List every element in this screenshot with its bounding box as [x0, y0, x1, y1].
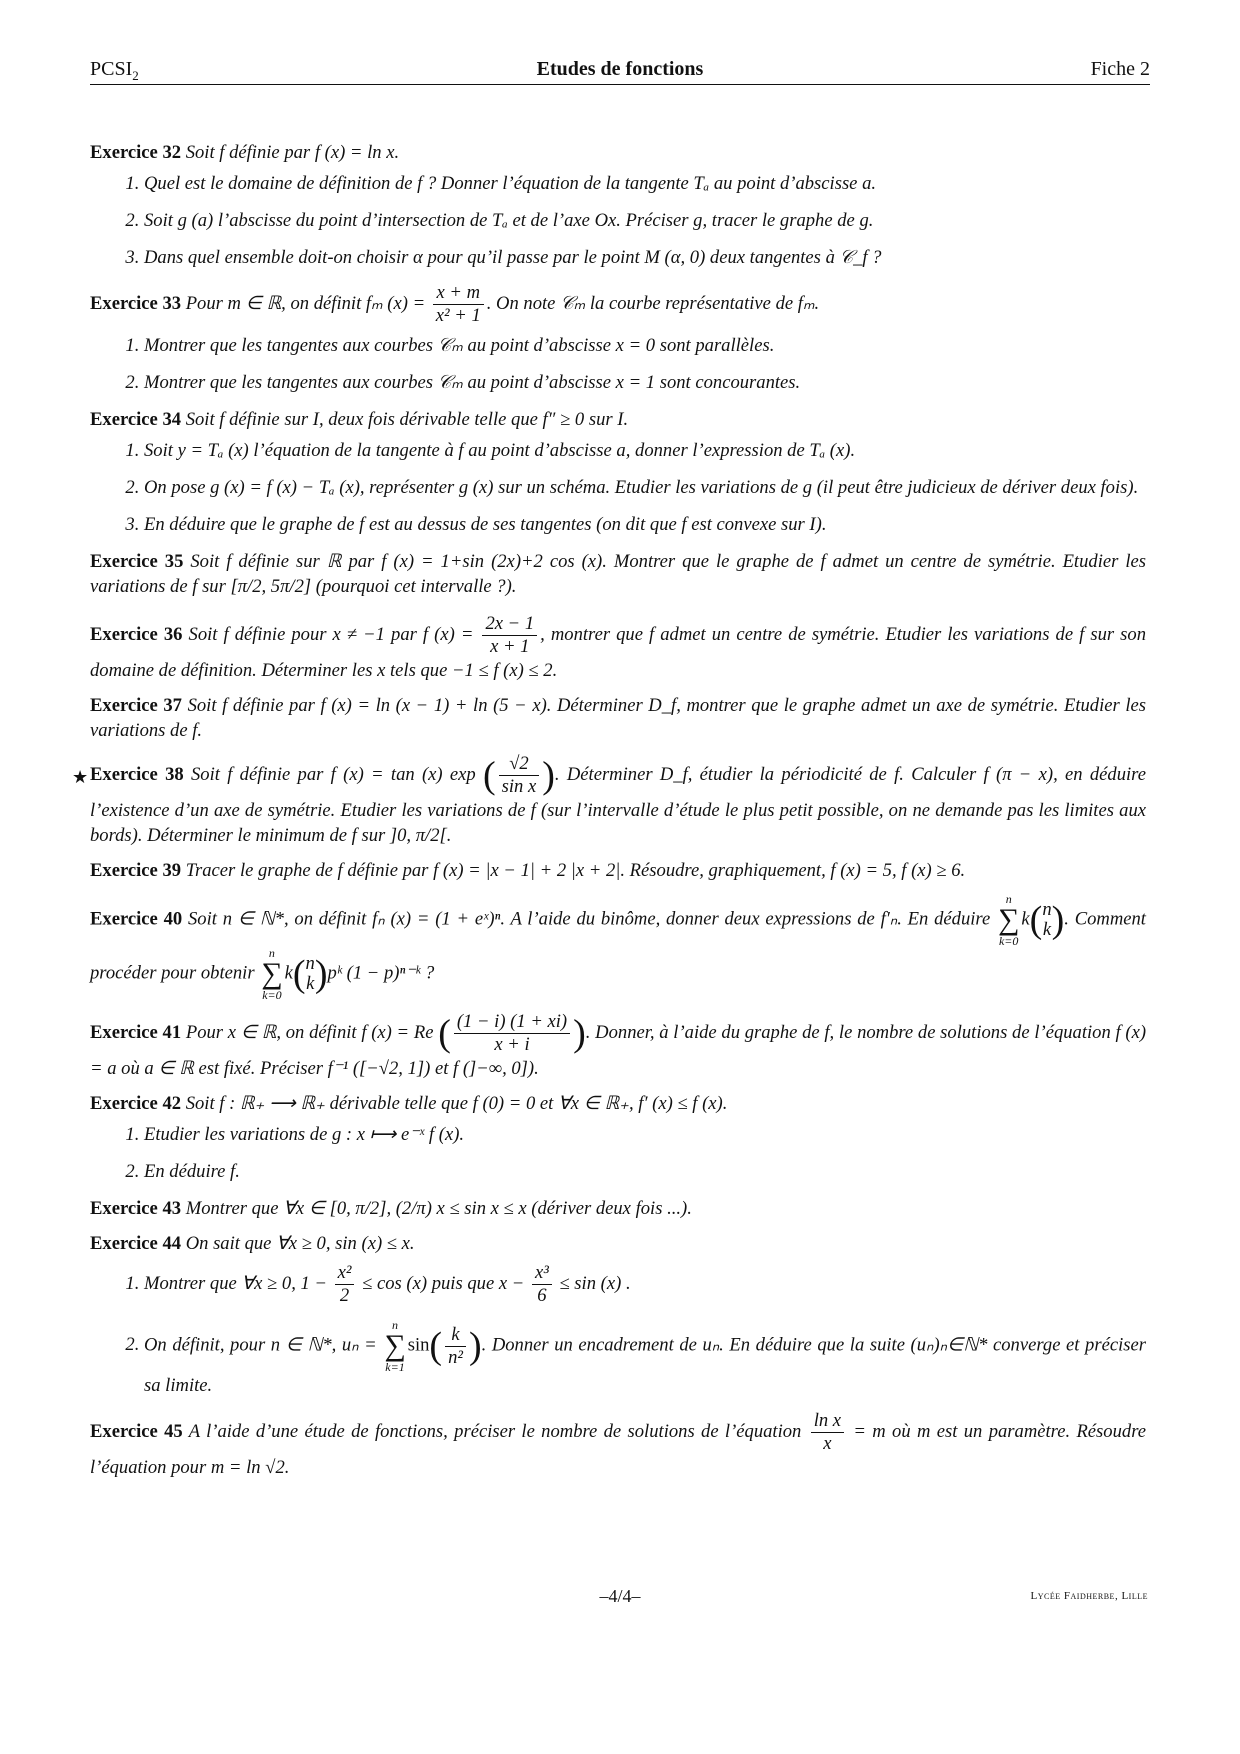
exercise-41: Exercice 41 Pour x ∈ ℝ, on définit f (x) = Re ( $\frac{(1 - i) (1 + xi)}{x + i}$ ). Donner, à l’aide du graphe de f, le nombre de solutions de l’équation f (x) = a où a ∈ ℝ est fixé. Préciser f⁻¹ ([−√2, 1]) et f (]−∞, 0]).	[90, 1011, 1147, 1079]
fraction: $\frac{√2}{\text{sin x}}$	[499, 753, 540, 798]
list-item: 2. Montrer que les tangentes aux courbes 𝒞ₘ au point d’abscisse x = 1 sont concourantes.	[144, 370, 1146, 395]
list-item: 1. Soit y = Tₐ (x) l’équation de la tangente à f au point d’abscisse a, donner l’expression de Tₐ (x).	[144, 438, 1146, 463]
exercise-38: Exercice 38 Soit f définie par f (x) = tan (x) exp ( $\frac{√2}{\text{sin x}}$ ). Déterminer D_f, étudier la périodicité de f. Calculer f (π − x), en déduire l’existence d’un axe de symétrie. Etudier les variations de f (sur l’intervalle d’étude le plus petit possible, on ne demande pas les limites aux bords). Déterminer le minimum de f sur ]0, π/2[.	[90, 753, 1146, 846]
exercise-44-items	[90, 1262, 1146, 1398]
fraction: $\frac{x + m}{\text{x² + 1}}$	[433, 282, 484, 327]
sum-symbol: n ∑ k=0	[998, 892, 1020, 948]
exercise-34-items	[90, 438, 1146, 537]
list-item: 2. En déduire f.	[144, 1159, 1146, 1184]
exercise-36: Exercice 36 Soit f définie pour x ≠ −1 par f (x) = $\frac{2x - 1}{x + 1}$ , montrer que f admet un centre de symétrie. Etudier les variations de f sur son domaine de définition. Déterminer les x tels que −1 ≤ f (x) ≤ 2.	[90, 613, 1147, 681]
page-header	[90, 58, 1150, 85]
exercise-32-items	[90, 171, 1146, 270]
exercise-34: Exercice 34 Soit f définie sur I, deux fois dérivable telle que f″ ≥ 0 sur I.	[90, 409, 629, 430]
list-item: 1. Montrer que ∀x ≥ 0, 1 − $\frac{\text{x²}}{2}$ ≤ cos (x) puis que x − $\frac{\text{x³}}{6}$ ≤ sin (x) .	[144, 1262, 1146, 1307]
page-title: Etudes de fonctions	[536, 58, 704, 80]
exercise-list	[72, 140, 1147, 1486]
binomial: n k	[305, 953, 315, 994]
exercise-42-items	[90, 1122, 1146, 1184]
list-item: 3. En déduire que le graphe de f est au dessus de ses tangentes (on dit que f est convexe sur I).	[144, 512, 1146, 537]
exercise-35: Exercice 35 Soit f définie sur ℝ par f (x) = 1+sin (2x)+2 cos (x). Montrer que le graphe de f admet un centre de symétrie. Etudier les variations de f sur [π/2, 5π/2] (pourquoi cet intervalle ?).	[90, 551, 1146, 597]
class-label: $PCSI_2$	[90, 58, 139, 83]
exercise-38-wrap	[72, 753, 1146, 848]
exercise-45: Exercice 45 A l’aide d’une étude de fonctions, préciser le nombre de solutions de l’équation $\frac{\text{ln x}}{x}$ = m où m est un paramètre. Résoudre l’équation pour m = ln √2.	[90, 1410, 1146, 1478]
list-item: 2. On pose g (x) = f (x) − Tₐ (x), représenter g (x) sur un schéma. Etudier les variations de g (il peut être judicieux de dériver deux fois).	[144, 475, 1146, 500]
school-name: Lycée Faidherbe, Lille	[1030, 1590, 1148, 1602]
fraction: $\frac{(1 - i) (1 + xi)}{x + i}$	[454, 1011, 570, 1056]
exercise-39: Exercice 39 Tracer le graphe de f définie par f (x) = |x − 1| + 2 |x + 2|. Résoudre, graphiquement, f (x) = 5, f (x) ≥ 6.	[90, 860, 966, 881]
fraction: $\frac{2x - 1}{x + 1}$	[482, 613, 537, 658]
exercise-33-items	[90, 333, 1146, 395]
exercise-33: Exercice 33 Pour m ∈ ℝ, on définit fₘ (x) = $\frac{x + m}{\text{x² + 1}}$ . On note 𝒞ₘ la courbe représentative de fₘ.	[90, 282, 820, 326]
sum-symbol: n ∑ k=1	[384, 1318, 406, 1374]
page-number: –4/4–	[599, 1586, 641, 1606]
sum-symbol: n ∑ k=0	[261, 946, 283, 1002]
exercise-40: Exercice 40 Soit n ∈ ℕ*, on définit fₙ (x) = (1 + eˣ)ⁿ. A l’aide du binôme, donner deux expressions de f′ₙ. En déduire n ∑ k=0k(n k). Comment procéder pour obtenir n ∑ k=0k(n k)pᵏ (1 − p)ⁿ⁻ᵏ ?	[90, 892, 1146, 1002]
list-item: 2. On définit, pour n ∈ ℕ*, uₙ = n ∑ k=1sin( $\frac{k}{\text{n²}}$ ). Donner un encadrement de uₙ. En déduire que la suite (uₙ)ₙ∈ℕ* converge et préciser sa limite.	[144, 1319, 1146, 1398]
list-item: 1. Etudier les variations de g : x ⟼ e⁻ˣ f (x).	[144, 1122, 1146, 1147]
exercise-43: Exercice 43 Montrer que ∀x ∈ [0, π/2], (2/π) x ≤ sin x ≤ x (dériver deux fois ...).	[90, 1198, 692, 1219]
star-icon: ★	[72, 767, 89, 788]
exercise-42: Exercice 42 Soit f : ℝ₊ ⟶ ℝ₊ dérivable telle que f (0) = 0 et ∀x ∈ ℝ₊, f′ (x) ≤ f (x).	[90, 1093, 728, 1114]
list-item: 1. Quel est le domaine de définition de f ? Donner l’équation de la tangente Tₐ au point d’abscisse a.	[144, 171, 1146, 196]
exercise-32: Exercice 32 Soit f définie par f (x) = ln x.	[90, 142, 400, 163]
sheet-label: Fiche 2	[1090, 58, 1150, 80]
list-item: 1. Montrer que les tangentes aux courbes 𝒞ₘ au point d’abscisse x = 0 sont parallèles.	[144, 333, 1146, 358]
exercise-37: Exercice 37 Soit f définie par f (x) = ln (x − 1) + ln (5 − x). Déterminer D_f, montrer que le graphe admet un axe de symétrie. Etudier les variations de f.	[90, 695, 1146, 741]
fraction: $\frac{\text{ln x}}{x}$	[811, 1410, 844, 1455]
list-item: 3. Dans quel ensemble doit-on choisir α pour qu’il passe par le point M (α, 0) deux tangentes à 𝒞_f ?	[144, 245, 1146, 270]
binomial: n k	[1042, 899, 1052, 940]
list-item: 2. Soit g (a) l’abscisse du point d’intersection de Tₐ et de l’axe Ox. Préciser g, tracer le graphe de g.	[144, 208, 1146, 233]
exercise-44: Exercice 44 On sait que ∀x ≥ 0, sin (x) ≤ x.	[90, 1233, 415, 1254]
